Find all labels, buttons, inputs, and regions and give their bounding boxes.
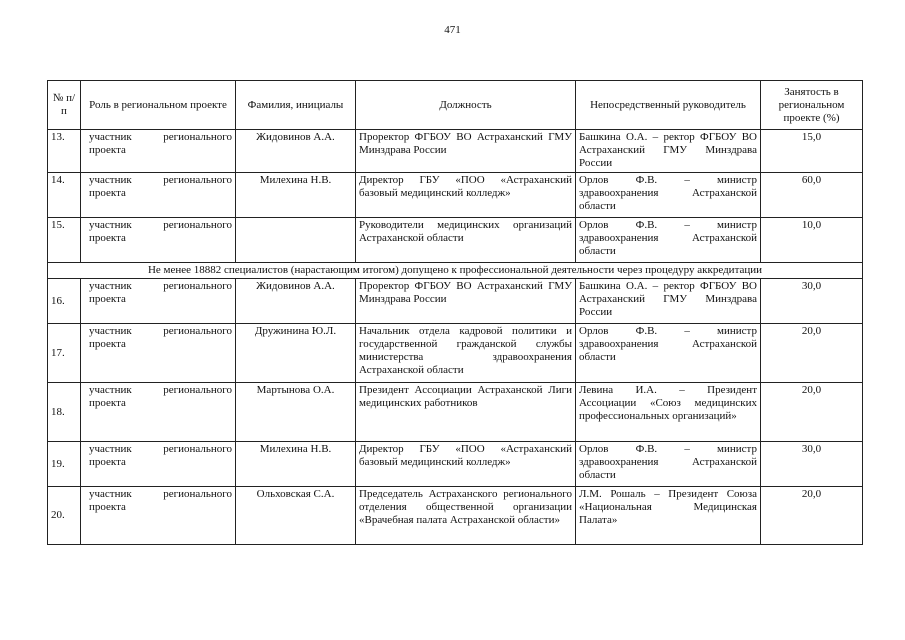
table-row <box>48 383 863 442</box>
row-role: участник регионального проекта <box>81 487 236 545</box>
section-title: Не менее 18882 специалистов (нарастающим итогом) допущено к профессиональной деятельности через процедуру аккредитации <box>48 263 863 279</box>
row-role: участник регионального проекта <box>81 383 236 442</box>
table-row <box>48 324 863 383</box>
table-row <box>48 487 863 545</box>
row-number: 14. <box>48 173 81 218</box>
row-number: 19. <box>48 442 81 487</box>
row-position: Начальник отдела кадровой политики и государственной гражданской службы министерства здравоохранения Астраханской области <box>356 324 576 383</box>
row-employment: 10,0 <box>761 218 863 263</box>
row-name: Жидовинов А.А. <box>236 279 356 324</box>
row-number: 18. <box>48 383 81 442</box>
header-num: № п/п <box>48 81 81 130</box>
row-employment: 20,0 <box>761 383 863 442</box>
row-position: Председатель Астраханского регионального отделения общественной организации «Врачебная палата Астраханской области» <box>356 487 576 545</box>
row-number: 16. <box>48 279 81 324</box>
table-row <box>48 130 863 173</box>
row-position: Директор ГБУ «ПОО «Астраханский базовый медицинский колледж» <box>356 173 576 218</box>
row-number: 20. <box>48 487 81 545</box>
row-name: Дружинина Ю.Л. <box>236 324 356 383</box>
header-position: Должность <box>356 81 576 130</box>
row-name: Ольховская С.А. <box>236 487 356 545</box>
row-role: участник регионального проекта <box>81 130 236 173</box>
row-supervisor: Л.М. Рошаль – Президент Союза «Национальная Медицинская Палата» <box>576 487 761 545</box>
page-number: 471 <box>444 24 461 36</box>
row-name: Милехина Н.В. <box>236 173 356 218</box>
row-supervisor: Башкина О.А. – ректор ФГБОУ ВО Астраханский ГМУ Минздрава России <box>576 279 761 324</box>
row-position: Президент Ассоциации Астраханской Лиги медицинских работников <box>356 383 576 442</box>
header-supervisor: Непосредственный руководитель <box>576 81 761 130</box>
row-employment: 20,0 <box>761 324 863 383</box>
row-position: Руководители медицинских организаций Астраханской области <box>356 218 576 263</box>
row-name: Жидовинов А.А. <box>236 130 356 173</box>
header-employment: Занятость в региональном проекте (%) <box>761 81 863 130</box>
row-supervisor: Левина И.А. – Президент Ассоциации «Союз медицинских профессиональных организаций» <box>576 383 761 442</box>
row-employment: 30,0 <box>761 442 863 487</box>
section-row <box>48 263 863 279</box>
row-employment: 30,0 <box>761 279 863 324</box>
row-role: участник регионального проекта <box>81 173 236 218</box>
table-row <box>48 173 863 218</box>
row-position: Проректор ФГБОУ ВО Астраханский ГМУ Минздрава России <box>356 130 576 173</box>
table-row <box>48 442 863 487</box>
header-role: Роль в региональном проекте <box>81 81 236 130</box>
row-number: 17. <box>48 324 81 383</box>
project-participants-table <box>47 80 863 545</box>
row-employment: 60,0 <box>761 173 863 218</box>
table-row <box>48 279 863 324</box>
table-row <box>48 218 863 263</box>
row-number: 15. <box>48 218 81 263</box>
row-number: 13. <box>48 130 81 173</box>
row-role: участник регионального проекта <box>81 324 236 383</box>
row-employment: 15,0 <box>761 130 863 173</box>
row-supervisor: Башкина О.А. – ректор ФГБОУ ВО Астраханский ГМУ Минздрава России <box>576 130 761 173</box>
row-name <box>236 218 356 263</box>
row-supervisor: Орлов Ф.В. – министр здравоохранения Астраханской области <box>576 218 761 263</box>
row-name: Милехина Н.В. <box>236 442 356 487</box>
table-header-row <box>48 81 863 130</box>
row-position: Директор ГБУ «ПОО «Астраханский базовый медицинский колледж» <box>356 442 576 487</box>
row-name: Мартынова О.А. <box>236 383 356 442</box>
row-supervisor: Орлов Ф.В. – министр здравоохранения Астраханской области <box>576 442 761 487</box>
row-position: Проректор ФГБОУ ВО Астраханский ГМУ Минздрава России <box>356 279 576 324</box>
header-name: Фамилия, инициалы <box>236 81 356 130</box>
row-employment: 20,0 <box>761 487 863 545</box>
row-role: участник регионального проекта <box>81 442 236 487</box>
row-supervisor: Орлов Ф.В. – министр здравоохранения Астраханской области <box>576 173 761 218</box>
row-supervisor: Орлов Ф.В. – министр здравоохранения Астраханской области <box>576 324 761 383</box>
row-role: участник регионального проекта <box>81 279 236 324</box>
row-role: участник регионального проекта <box>81 218 236 263</box>
